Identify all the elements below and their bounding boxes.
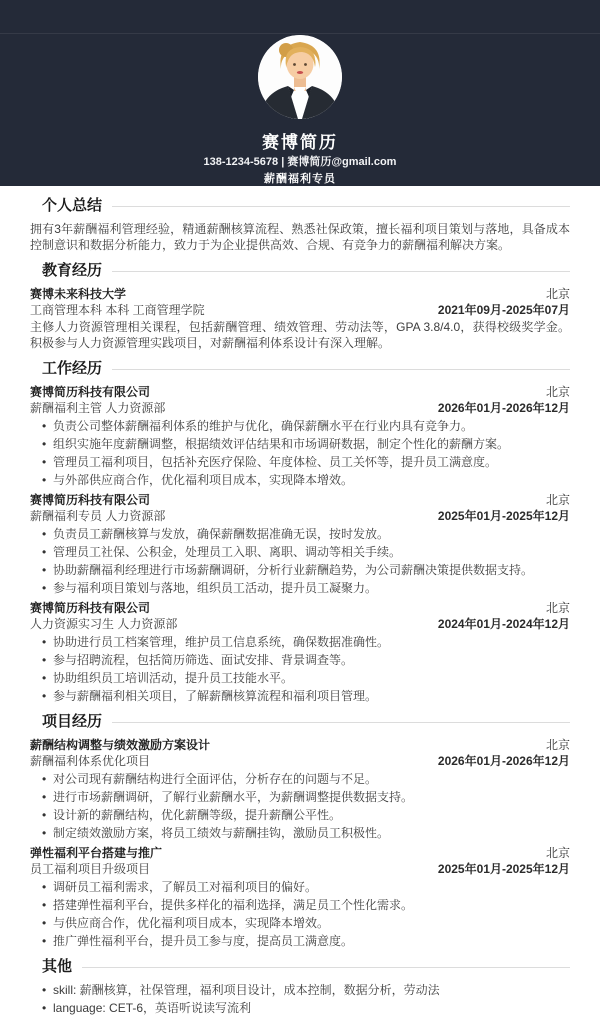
avatar-illustration: [258, 35, 342, 119]
bullet-item: • 组织实施年度薪酬调整，根据绩效评估结果和市场调研数据，制定个性化的薪酬方案。: [42, 436, 570, 452]
section-summary-header: [30, 196, 570, 216]
work-city: 北京: [545, 385, 570, 399]
project-entry: [30, 845, 570, 949]
project-name: 薪酬结构调整与绩效激励方案设计: [30, 738, 211, 752]
section-education-header: [30, 261, 570, 281]
section-summary-title: 个人总结: [42, 197, 103, 214]
bullet-item: • 设计新的薪酬结构，优化薪酬等级，提升薪酬公平性。: [42, 807, 570, 823]
bullet-item: • 参与招聘流程，包括简历筛选、面试安排、背景调查等。: [42, 652, 570, 668]
section-rule: [112, 206, 570, 207]
work-role: 薪酬福利主管 人力资源部: [30, 401, 166, 415]
work-company-row: [30, 600, 570, 616]
work-bullets: [30, 418, 570, 488]
profile-photo: [258, 35, 342, 119]
resume-body: [0, 186, 600, 1016]
section-summary: [30, 196, 570, 253]
work-role-row: [30, 400, 570, 416]
project-name-row: [30, 845, 570, 861]
project-bullets: [30, 771, 570, 841]
section-work-title: 工作经历: [42, 360, 103, 377]
header-top-divider: [0, 33, 600, 34]
section-other: [30, 957, 570, 1016]
work-bullets: [30, 526, 570, 596]
project-subtitle-row: [30, 753, 570, 769]
section-projects-header: [30, 712, 570, 732]
work-date: 2024年01月-2024年12月: [437, 617, 570, 631]
bullet-item: • 制定绩效激励方案，将员工绩效与薪酬挂钩，激励员工积极性。: [42, 825, 570, 841]
education-degree: 工商管理本科 本科 工商管理学院: [30, 303, 205, 317]
company-name: 赛博简历科技有限公司: [30, 385, 151, 399]
section-rule: [112, 271, 570, 272]
work-company-row: [30, 492, 570, 508]
project-subtitle: 员工福利项目升级项目: [30, 862, 151, 876]
contact-info: 138-1234-5678 | 赛博简历@gmail.com: [203, 156, 397, 168]
education-description: 主修人力资源管理相关课程，包括薪酬管理、绩效管理、劳动法等，GPA 3.8/4.0，获得校级奖学金。积极参与人力资源管理实践项目，对薪酬福利体系设计有深入理解。: [30, 320, 570, 350]
bullet-item: • 调研员工福利需求，了解员工对福利项目的偏好。: [42, 879, 570, 895]
section-projects-title: 项目经历: [42, 713, 103, 730]
bullet-item: • 协助进行员工档案管理，维护员工信息系统，确保数据准确性。: [42, 634, 570, 650]
work-city: 北京: [545, 493, 570, 507]
project-bullets: [30, 879, 570, 949]
section-rule: [112, 722, 570, 723]
bullet-item: • 负责员工薪酬核算与发放，确保薪酬数据准确无误，按时发放。: [42, 526, 570, 542]
bullet-item: • 协助组织员工培训活动，提升员工技能水平。: [42, 670, 570, 686]
work-company-row: [30, 384, 570, 400]
section-projects: [30, 712, 570, 949]
section-other-header: [30, 957, 570, 977]
bullet-item: • 参与薪酬福利相关项目，了解薪酬核算流程和福利项目管理。: [42, 688, 570, 704]
section-other-title: 其他: [42, 958, 73, 975]
school-name: 赛博未来科技大学: [30, 287, 127, 301]
work-city: 北京: [545, 601, 570, 615]
project-subtitle: 薪酬福利体系优化项目: [30, 754, 151, 768]
summary-text: 拥有3年薪酬福利管理经验，精通薪酬核算流程、熟悉社保政策，擅长福利项目策划与落地，具备成本控制意识和数据分析能力，致力于为企业提供高效、合规、有竞争力的薪酬福利解决方案。: [30, 222, 570, 252]
section-work: [30, 359, 570, 704]
project-date: 2026年01月-2026年12月: [437, 754, 570, 768]
bullet-item: • 搭建弹性福利平台，提供多样化的福利选择，满足员工个性化需求。: [42, 897, 570, 913]
bullet-item: • 协助薪酬福利经理进行市场薪酬调研，分析行业薪酬趋势，为公司薪酬决策提供数据支持。: [42, 562, 570, 578]
section-education: [30, 261, 570, 351]
bullet-item: • 参与福利项目策划与落地，组织员工活动，提升员工凝聚力。: [42, 580, 570, 596]
education-entry: [30, 286, 570, 351]
section-rule: [112, 369, 570, 370]
project-city: 北京: [545, 846, 570, 860]
skill-item: • skill: 薪酬核算，社保管理，福利项目设计，成本控制，数据分析，劳动法: [42, 982, 570, 998]
bullet-item: • 负责公司整体薪酬福利体系的维护与优化，确保薪酬水平在行业内具有竞争力。: [42, 418, 570, 434]
candidate-job-title: 薪酬福利专员: [264, 173, 336, 185]
education-city: 北京: [545, 287, 570, 301]
section-education-title: 教育经历: [42, 262, 103, 279]
project-date: 2025年01月-2025年12月: [437, 862, 570, 876]
work-entry: [30, 492, 570, 596]
section-work-header: [30, 359, 570, 379]
work-role: 薪酬福利专员 人力资源部: [30, 509, 166, 523]
other-items: [30, 982, 570, 1016]
company-name: 赛博简历科技有限公司: [30, 601, 151, 615]
bullet-item: • 管理员工福利项目，包括补充医疗保险、年度体检、员工关怀等，提升员工满意度。: [42, 454, 570, 470]
bullet-item: • 管理员工社保、公积金，处理员工入职、离职、调动等相关手续。: [42, 544, 570, 560]
work-date: 2025年01月-2025年12月: [437, 509, 570, 523]
bullet-item: • 对公司现有薪酬结构进行全面评估，分析存在的问题与不足。: [42, 771, 570, 787]
work-entry: [30, 384, 570, 488]
company-name: 赛博简历科技有限公司: [30, 493, 151, 507]
project-entry: [30, 737, 570, 841]
bullet-item: • 与供应商合作，优化福利项目成本，实现降本增效。: [42, 915, 570, 931]
bullet-item: • 推广弹性福利平台，提升员工参与度，提高员工满意度。: [42, 933, 570, 949]
project-name: 弹性福利平台搭建与推广: [30, 846, 163, 860]
candidate-name: 赛博简历: [262, 133, 338, 152]
education-detail-row: [30, 302, 570, 318]
project-city: 北京: [545, 738, 570, 752]
education-date: 2021年09月-2025年07月: [437, 303, 570, 317]
work-entry: [30, 600, 570, 704]
language-item: • language: CET-6，英语听说读写流利: [42, 1000, 570, 1016]
education-school-row: [30, 286, 570, 302]
project-subtitle-row: [30, 861, 570, 877]
project-name-row: [30, 737, 570, 753]
bullet-item: • 与外部供应商合作，优化福利项目成本，实现降本增效。: [42, 472, 570, 488]
work-role-row: [30, 616, 570, 632]
work-role: 人力资源实习生 人力资源部: [30, 617, 178, 631]
bullet-item: • 进行市场薪酬调研，了解行业薪酬水平，为薪酬调整提供数据支持。: [42, 789, 570, 805]
work-date: 2026年01月-2026年12月: [437, 401, 570, 415]
work-role-row: [30, 508, 570, 524]
section-rule: [82, 967, 570, 968]
resume-header: [0, 0, 600, 186]
work-bullets: [30, 634, 570, 704]
